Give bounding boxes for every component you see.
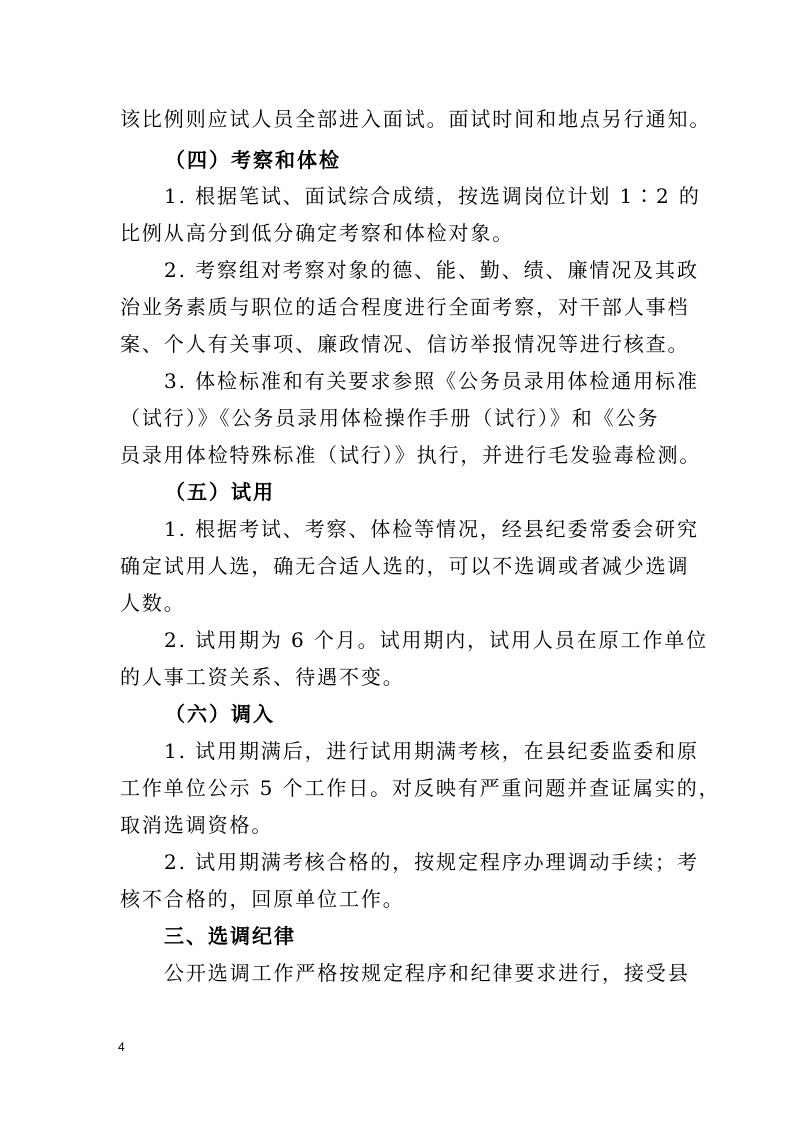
- paragraph-line: 该比例则应试人员全部进入面试。面试时间和地点另行通知。: [120, 107, 712, 131]
- paragraph-line: 治业务素质与职位的适合程度进行全面考察，对干部人事档: [120, 295, 690, 319]
- paragraph-line: 公开选调工作严格按规定程序和纪律要求进行，接受县: [164, 961, 690, 985]
- paragraph-line: 员录用体检特殊标准（试行）》执行，并进行毛发验毒检测。: [120, 443, 702, 467]
- paragraph-line: 2. 考察组对考察对象的德、能、勤、绩、廉情况及其政: [164, 258, 699, 282]
- paragraph-line: 3. 体检标准和有关要求参照《公务员录用体检通用标准: [164, 369, 699, 393]
- paragraph-line: 确定试用人选，确无合适人选的，可以不选调或者减少选调: [120, 554, 690, 578]
- paragraph-line: 的人事工资关系、待遇不变。: [120, 665, 405, 689]
- paragraph-line: 比例从高分到低分确定考察和体检对象。: [120, 221, 515, 245]
- paragraph-line: 人数。: [120, 591, 186, 615]
- paragraph-line: 1. 试用期满后，进行试用期满考核，在县纪委监委和原: [164, 739, 699, 763]
- paragraph-line: 取消选调资格。: [120, 813, 274, 837]
- section-heading-transfer: （六）调入: [165, 702, 275, 726]
- section-heading-trial: （五）试用: [165, 480, 275, 504]
- paragraph-line: 核不合格的，回原单位工作。: [120, 887, 405, 911]
- paragraph-line: 2. 试用期为 6 个月。试用期内，试用人员在原工作单位: [164, 628, 709, 652]
- paragraph-line: 1. 根据考试、考察、体检等情况，经县纪委常委会研究: [164, 517, 699, 541]
- paragraph-line: 1. 根据笔试、面试综合成绩，按选调岗位计划 1∶2 的: [164, 184, 701, 208]
- section-heading-inspection: （四）考察和体检: [165, 148, 341, 172]
- section-heading-discipline: 三、选调纪律: [164, 924, 296, 948]
- paragraph-line: 2. 试用期满考核合格的，按规定程序办理调动手续；考: [164, 850, 699, 874]
- paragraph-line: 案、个人有关事项、廉政情况、信访举报情况等进行核查。: [120, 332, 690, 356]
- page-number: 4: [118, 1040, 125, 1054]
- paragraph-line: （试行）》《公务员录用体检操作手册（试行）》和《公务: [120, 406, 660, 430]
- paragraph-line: 工作单位公示 5 个工作日。对反映有严重问题并查证属实的，: [120, 776, 721, 800]
